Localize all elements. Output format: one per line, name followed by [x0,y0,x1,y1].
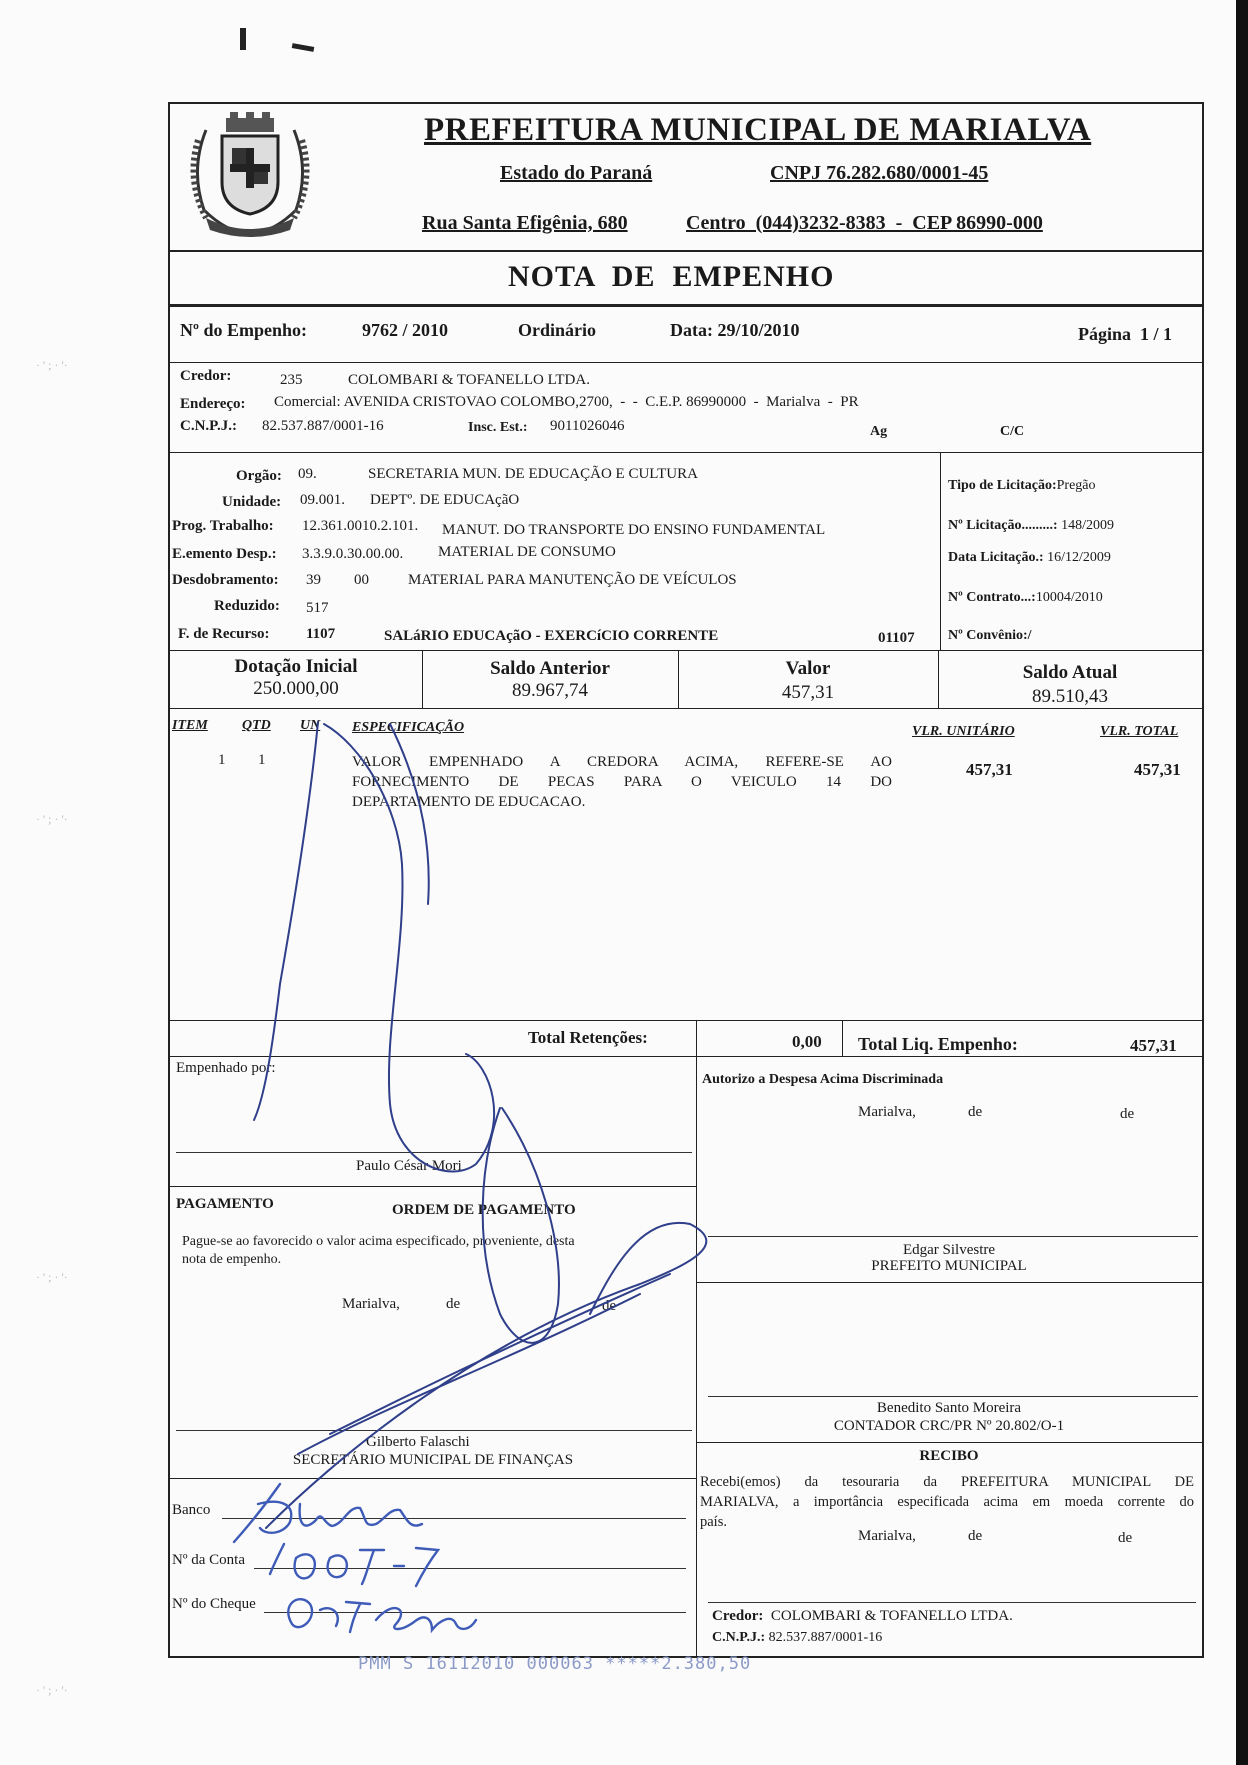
empenho-type: Ordinário [518,320,597,340]
credor-name: COLOMBARI & TOFANELLO LTDA. [348,372,590,388]
col-vlr-total: VLR. TOTAL [1100,724,1179,739]
recibo-marialva: Marialva, [858,1528,916,1544]
valor-label: Valor [785,658,831,679]
row-qtd: 1 [258,752,266,768]
saldo-atual-label: Saldo Atual [1022,662,1118,683]
licitacao-date: Data Licitação.: 16/12/2009 [948,550,1111,565]
empenho-label: Nº do Empenho: [180,320,307,340]
unidade-label: Unidade: [222,494,282,510]
handwritten-signatures [170,104,1202,1656]
empenhado-por-name: Paulo César Mori [356,1158,462,1174]
pagamento-text-2: nota de empenho. [182,1252,282,1267]
col-especificacao: ESPECIFICAÇÃO [352,720,465,735]
recurso-label: F. de Recurso: [178,626,270,642]
credor-insc: 9011026046 [550,418,625,434]
licitacao-number: Nº Licitação.........: 148/2009 [948,518,1114,533]
pagamento-de-1: de [446,1296,461,1312]
recurso-code2: 01107 [878,630,915,646]
elemento-label: E.emento Desp.: [172,546,277,562]
pagamento-label: PAGAMENTO [176,1196,274,1212]
banco-label: Banco [172,1502,211,1518]
credor-address: Comercial: AVENIDA CRISTOVAO COLOMBO,2700, - - C.E.P. 86990000 - Marialva - PR [274,394,859,410]
recibo-cnpj: C.N.P.J.: 82.537.887/0001-16 [712,1630,883,1645]
scan-edge [1236,0,1248,1765]
recurso-name: SALáRIO EDUCAçãO - EXERCíCIO CORRENTE [384,628,719,644]
col-un: UN [300,718,321,733]
total-liq-value: 457,31 [1130,1036,1177,1055]
licitacao-tipo-label: Tipo de Licitação:Pregão [948,478,1096,493]
row-item: 1 [218,752,226,768]
autorizo-marialva: Marialva, [858,1104,916,1120]
empenhado-por-label: Empenhado por: [176,1060,276,1076]
cheque-label: Nº do Cheque [172,1596,256,1612]
district-phone-cep: Centro (044)3232-8383 - CEP 86990-000 [686,212,1043,234]
scan-mark: · ' ; · '· [36,812,68,826]
row-vlr-unitario: 457,31 [966,760,1013,779]
desdobramento-code2: 00 [354,572,369,588]
convenio-number: Nº Convênio:/ [948,628,1032,643]
insc-label: Insc. Est.: [468,420,528,435]
scan-mark: · ' ; · '· [36,358,68,372]
secretario-name: Gilberto Falaschi [366,1434,470,1450]
desdobramento-code1: 39 [306,572,321,588]
col-qtd: QTD [242,718,271,733]
elemento-name: MATERIAL DE CONSUMO [438,544,616,560]
scan-mark: · ' ; · '· [36,1683,68,1697]
recibo-credor: Credor: COLOMBARI & TOFANELLO LTDA. [712,1608,1013,1624]
street-address: Rua Santa Efigênia, 680 [422,212,628,234]
orgao-code: 09. [298,466,317,482]
recibo-text-3: país. [700,1514,727,1530]
row-vlr-total: 457,31 [1134,760,1181,779]
conta-label: Nº da Conta [172,1552,245,1568]
empenho-date: Data: 29/10/2010 [670,320,800,340]
document-title: NOTA DE EMPENHO [508,260,835,293]
prefeito-name: Edgar Silvestre [902,1242,996,1258]
row-spec-line-2: FORNECIMENTO DE PECAS PARA O VEICULO 14 DO [352,774,892,790]
scan-mark: · ' ; · '· [36,1270,68,1284]
pagamento-de-2: de [602,1298,617,1314]
municipality-cnpj: CNPJ 76.282.680/0001-45 [770,162,989,184]
prog-label: Prog. Trabalho: [172,518,274,534]
orgao-name: SECRETARIA MUN. DE EDUCAÇÃO E CULTURA [368,466,698,482]
bank-stamp: PMM S 16112010 000063 *****2.380,50 [358,1654,752,1674]
dotacao-value: 250.000,00 [253,678,339,699]
row-spec-line-1: VALOR EMPENHADO A CREDORA ACIMA, REFERE-SE AO [352,754,892,770]
recibo-de-2: de [1118,1530,1133,1546]
reduzido-value: 517 [306,600,329,616]
address-label: Endereço: [180,396,246,412]
reduzido-label: Reduzido: [214,598,280,614]
prefeito-title: PREFEITO MUNICIPAL [871,1258,1027,1274]
desdobramento-label: Desdobramento: [172,572,279,588]
ordem-pagamento-label: ORDEM DE PAGAMENTO [392,1202,576,1218]
col-item: ITEM [172,718,208,733]
orgao-label: Orgão: [236,468,282,484]
credor-cnpj: 82.537.887/0001-16 [262,418,384,434]
autorizo-de-1: de [968,1104,983,1120]
nota-de-empenho [168,102,1204,1658]
page-number: Página 1 / 1 [1078,324,1173,344]
municipality-title: PREFEITURA MUNICIPAL DE MARIALVA [424,112,1092,148]
dotacao-label: Dotação Inicial [234,656,358,677]
credor-code: 235 [280,372,303,388]
contador-title: CONTADOR CRC/PR Nº 20.802/O-1 [833,1418,1065,1434]
total-liq-label: Total Liq. Empenho: [858,1034,1018,1054]
scan-mark [240,28,246,50]
saldo-atual-value: 89.510,43 [1032,686,1108,707]
col-vlr-unitario: VLR. UNITÁRIO [912,724,1015,739]
recibo-text-2: MARIALVA, a importância especificada acima em moeda corrente do [700,1494,1194,1510]
total-retencoes-value: 0,00 [792,1032,822,1051]
recibo-text-1: Recebi(emos) da tesouraria da PREFEITURA MUNICIPAL DE [700,1474,1194,1490]
prog-code: 12.361.0010.2.101. [302,518,419,534]
recibo-de-1: de [968,1528,983,1544]
unidade-code: 09.001. [300,492,345,508]
row-spec-line-3: DEPARTAMENTO DE EDUCACAO. [352,794,586,810]
recurso-code: 1107 [306,626,336,642]
scan-mark [292,43,315,52]
autorizo-de-2: de [1120,1106,1135,1122]
recibo-title: RECIBO [919,1448,979,1464]
autorizo-text: Autorizo a Despesa Acima Discriminada [702,1072,944,1087]
pagamento-marialva: Marialva, [342,1296,400,1312]
pagamento-text-1: Pague-se ao favorecido o valor acima especificado, proveniente, desta [182,1234,575,1249]
total-retencoes-label: Total Retenções: [528,1028,648,1047]
contador-name: Benedito Santo Moreira [876,1400,1022,1416]
cnpj-label: C.N.P.J.: [180,418,237,434]
secretario-title: SECRETÁRIO MUNICIPAL DE FINANÇAS [292,1452,574,1468]
saldo-anterior-label: Saldo Anterior [490,658,610,679]
saldo-anterior-value: 89.967,74 [512,680,588,701]
state-name: Estado do Paraná [500,162,653,184]
elemento-code: 3.3.9.0.30.00.00. [302,546,404,562]
cc-label: C/C [1000,424,1025,439]
credor-label: Credor: [180,368,232,384]
empenho-number: 9762 / 2010 [362,320,449,340]
ag-label: Ag [870,424,888,439]
valor-value: 457,31 [781,682,835,703]
prog-name: MANUT. DO TRANSPORTE DO ENSINO FUNDAMENTAL [442,522,826,538]
unidade-name: DEPTº. DE EDUCAçãO [370,492,520,508]
contrato-number: Nº Contrato...:10004/2010 [948,590,1103,605]
desdobramento-name: MATERIAL PARA MANUTENÇÃO DE VEÍCULOS [408,572,737,588]
